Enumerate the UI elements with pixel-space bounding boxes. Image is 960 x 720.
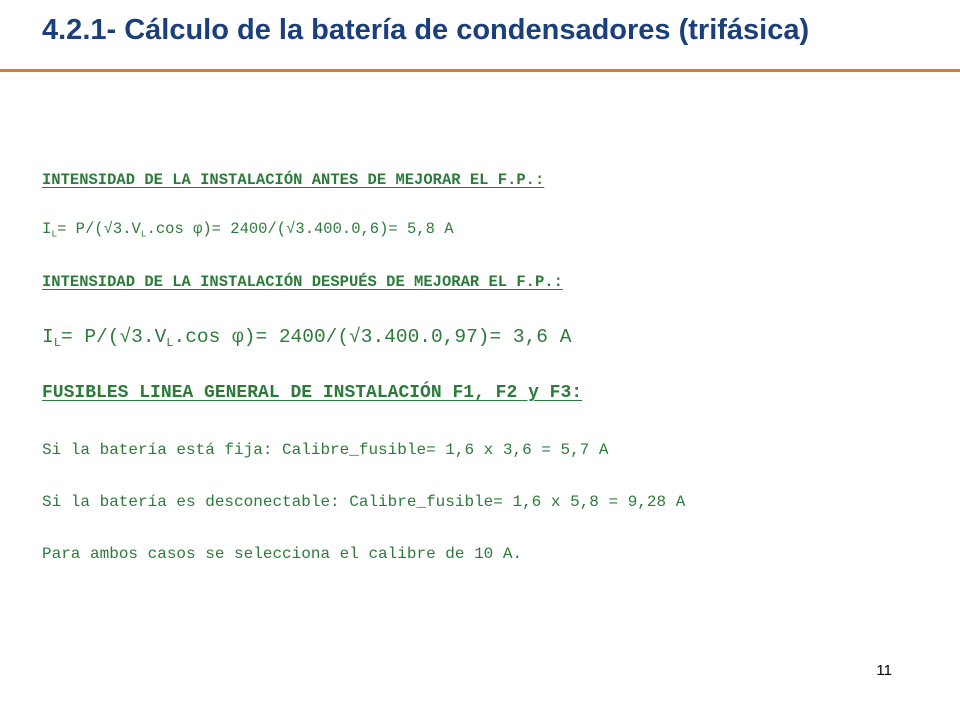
heading-fuses: FUSIBLES LINEA GENERAL DE INSTALACIÓN F1, F2 y F3:	[42, 383, 583, 403]
fuse-line-fixed: Si la batería está fija: Calibre_fusible= 1,6 x 3,6 = 5,7 A	[42, 441, 609, 459]
formula-part-1: = P/(√3.V	[57, 220, 141, 238]
formula-lhs: I	[42, 220, 52, 238]
heading-current-after: INTENSIDAD DE LA INSTALACIÓN DESPUÉS DE MEJORAR EL F.P.:	[42, 273, 563, 291]
formula-lhs-subscript: L	[51, 228, 58, 240]
formula-voltage-subscript: L	[140, 228, 147, 240]
heading-current-before: INTENSIDAD DE LA INSTALACIÓN ANTES DE MEJORAR EL F.P.:	[42, 171, 545, 189]
formula-current-after	[42, 326, 572, 351]
fuse-line-disconnectable: Si la batería es desconectable: Calibre_fusible= 1,6 x 5,8 = 9,28 A	[42, 493, 686, 511]
formula-voltage-subscript: L	[166, 336, 174, 351]
formula-part-2: .cos φ)= 2400/(√3.400.0,97)= 3,6 A	[173, 326, 572, 348]
title-divider	[0, 69, 960, 72]
formula-part-1: = P/(√3.V	[60, 326, 167, 348]
fuse-line-conclusion: Para ambos casos se selecciona el calibre de 10 A.	[42, 545, 523, 563]
formula-lhs: I	[42, 326, 54, 348]
page-number: 11	[876, 662, 892, 679]
formula-lhs-subscript: L	[53, 336, 61, 351]
formula-part-2: .cos φ)= 2400/(√3.400.0,6)= 5,8 A	[146, 220, 454, 238]
formula-current-before	[42, 220, 454, 238]
slide-title: 4.2.1- Cálculo de la batería de condensadores (trifásica)	[42, 14, 810, 46]
